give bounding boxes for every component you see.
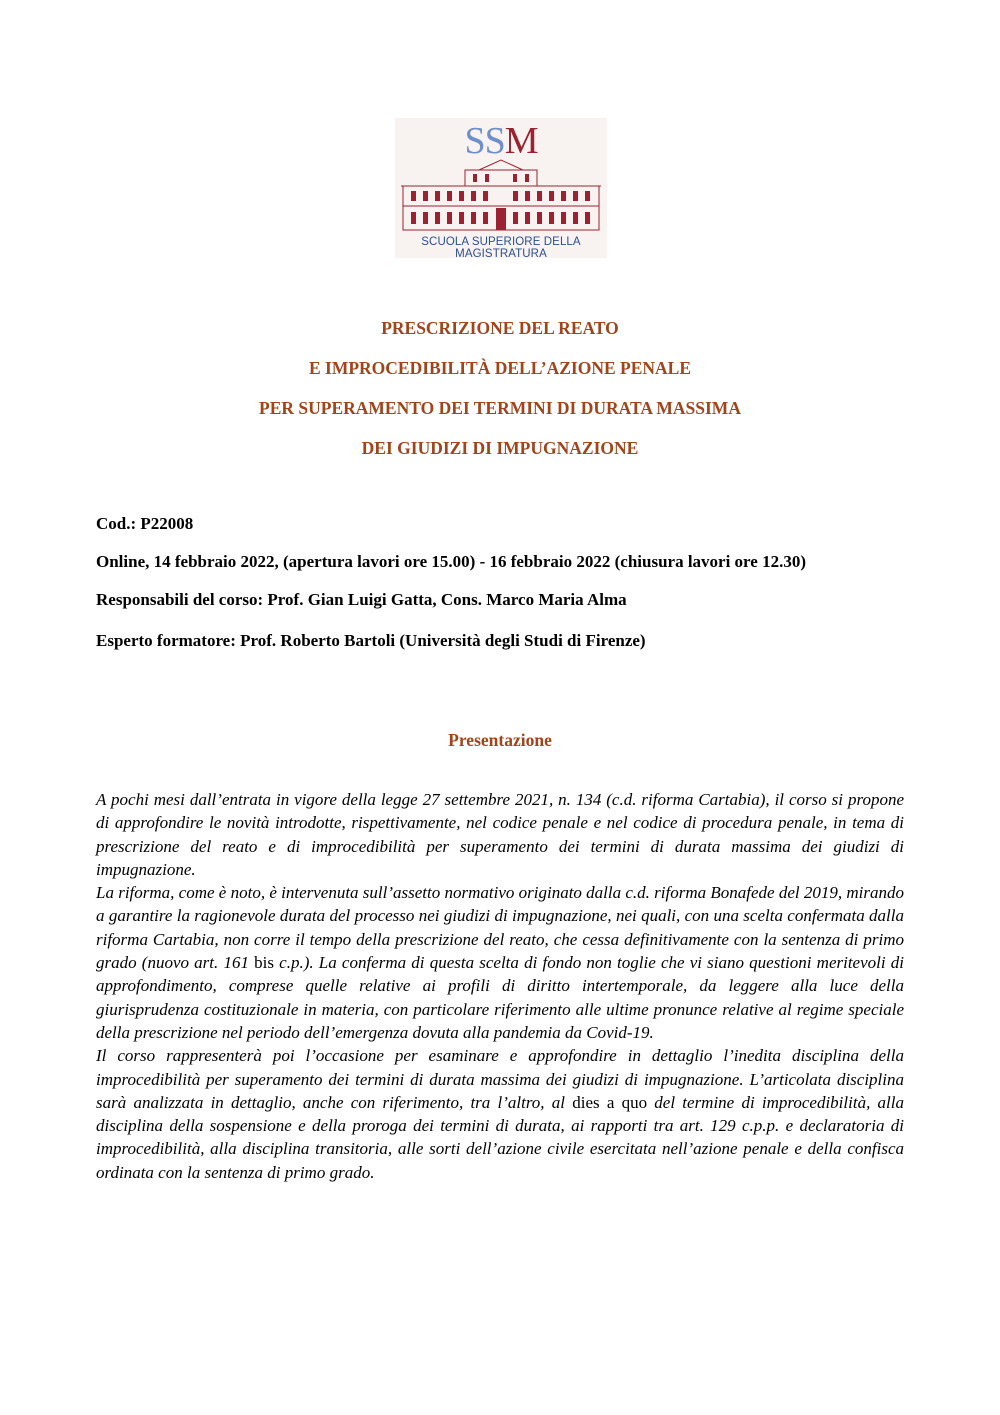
upright-term: bis (254, 953, 274, 973)
paragraph-text: La riforma, come è noto, è intervenuta sull’assetto normativo originato dalla c.d. riforma Bonafede del 2019, mirando a garantire la ragionevole durata del processo nei giudizi di impugnazione, nei quali, con una scelta confermata dalla riforma Cartabia, non corre il tempo della prescrizione del reato, che cessa definitivamente con la sentenza di primo grado (nuovo art. 161 (96, 883, 904, 973)
title-line: PER SUPERAMENTO DEI TERMINI DI DURATA MASSIMA (259, 398, 741, 418)
course-responsible: Responsabili del corso: Prof. Gian Luigi Gatta, Cons. Marco Maria Alma (96, 590, 627, 609)
ssm-logo (395, 118, 607, 258)
logo-mark-m: M (504, 120, 538, 162)
course-dates: Online, 14 febbraio 2022, (apertura lavori ore 15.00) - 16 febbraio 2022 (chiusura lavori ore 12.30) (96, 552, 806, 571)
logo-caption: SCUOLA SUPERIORE DELLA MAGISTRATURA (421, 236, 581, 260)
section-heading: Presentazione (448, 730, 552, 750)
course-expert: Esperto formatore: Prof. Roberto Bartoli (Università degli Studi di Firenze) (96, 631, 646, 650)
course-code: Cod.: P22008 (96, 514, 194, 533)
logo-mark-ss: SS (464, 120, 505, 162)
title-line: E IMPROCEDIBILITÀ DELL’AZIONE PENALE (308, 358, 691, 378)
document-title (0, 316, 1000, 476)
paragraph-text: Il corso rappresenterà poi l’occasione per esaminare e approfondire in dettaglio l’inedita disciplina della improcedibilità per superamento dei termini di durata massima dei giudizi di impugnazione. L’articolata disciplina sarà analizzata in dettaglio, anche con riferimento, tra l’altro, al (96, 1046, 904, 1112)
paragraph-text: c.p.). La conferma di questa scelta di fondo non toglie che vi siano questioni meritevoli di approfondimento, comprese quelle relative ai profili di diritto intertemporale, da leggere alla luce della giurisprudenza costituzionale in materia, con particolare riferimento alle ultime pronunce relative al regime speciale della prescrizione nel periodo dell’emergenza dovuta alla pandemia da Covid-19. (96, 953, 904, 1042)
upright-term: dies a quo (572, 1092, 648, 1112)
title-line: PRESCRIZIONE DEL REATO (381, 318, 619, 338)
paragraph (96, 881, 904, 1044)
title-line: DEI GIUDIZI DI IMPUGNAZIONE (361, 438, 639, 458)
paragraph: A pochi mesi dall’entrata in vigore della legge 27 settembre 2021, n. 134 (c.d. riforma Cartabia), il corso si propone di approfondire le novità introdotte, rispettivamente, nel codice penale e nel codice di procedura penale, in tema di prescrizione del reato e di improcedibilità per superamento dei termini di durata massima dei giudizi di impugnazione. (96, 790, 904, 879)
presentation-text (96, 788, 904, 1184)
paragraph (96, 1044, 904, 1184)
paragraph-text: del termine di improcedibilità, alla disciplina della sospensione e della proroga dei termini di durata, ai rapporti tra art. 129 c.p.p. e declaratoria di improcedibilità, alla disciplina transitoria, alle sorti dell’azione civile esercitata nell’azione penale e della confisca ordinata con la sentenza di primo grado. (96, 1092, 904, 1182)
course-info (96, 512, 904, 653)
